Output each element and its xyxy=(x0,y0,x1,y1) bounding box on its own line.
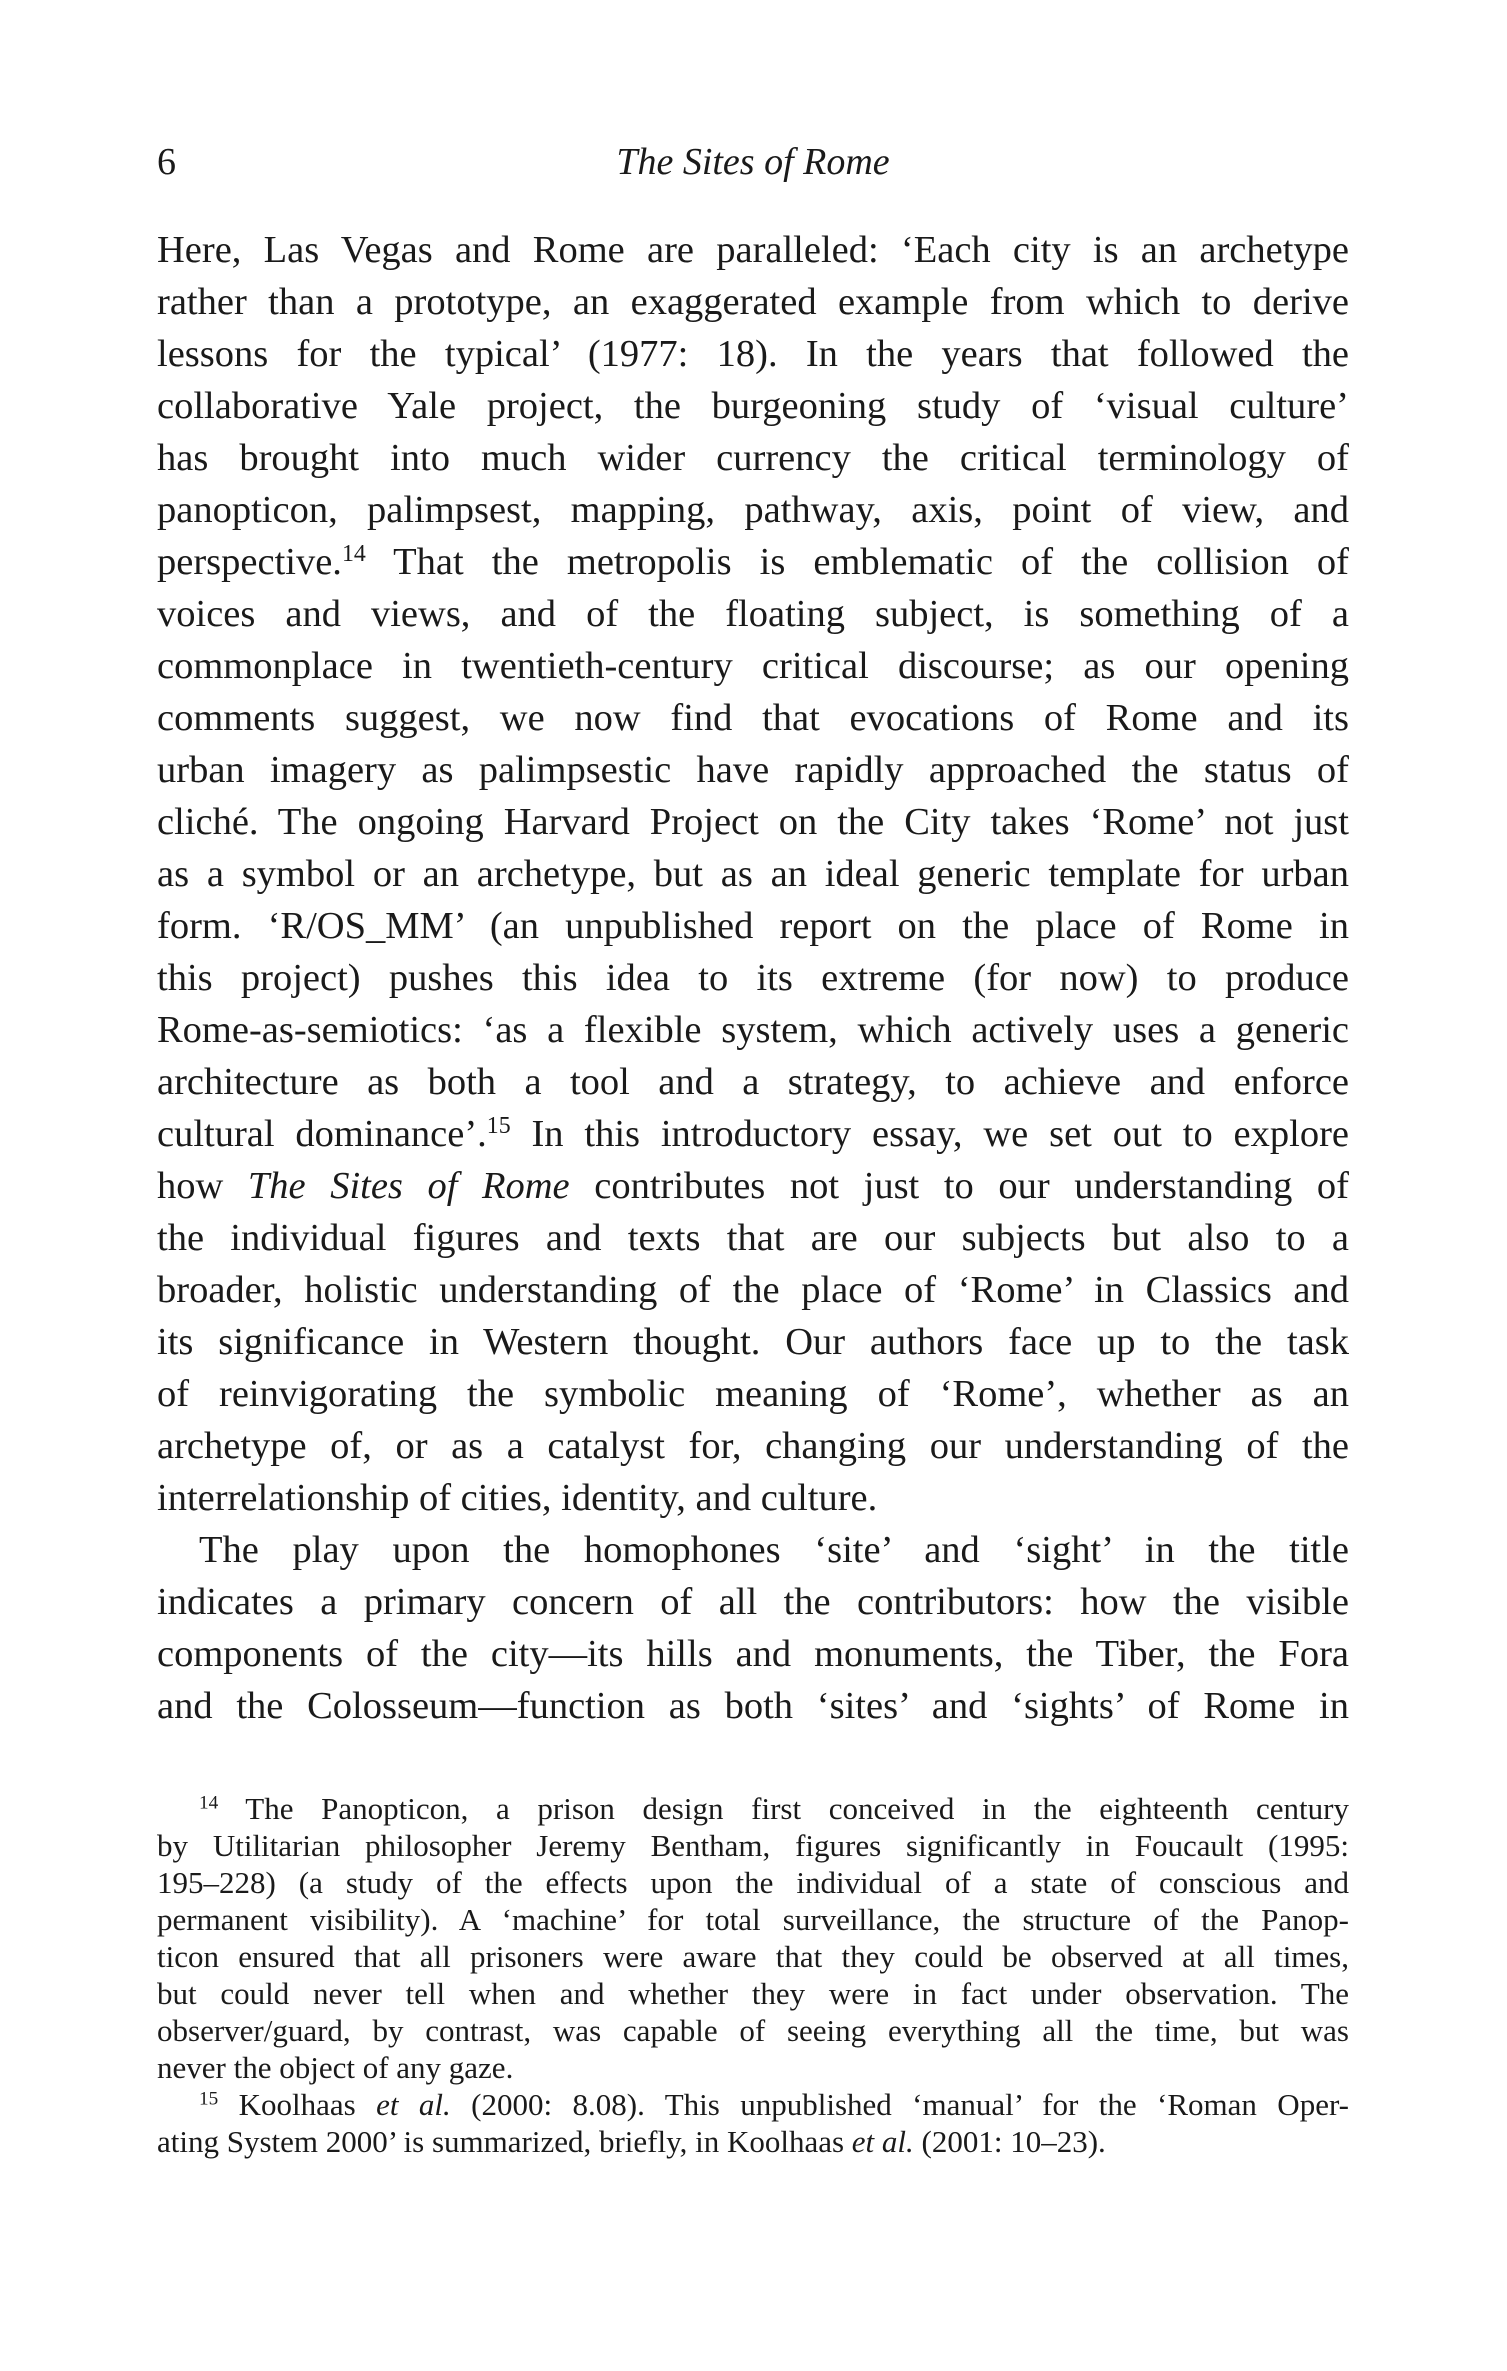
footnote-line: observer/guard, by contrast, was capable of seeing everything all the time, but was xyxy=(157,2013,1349,2048)
text-line: as a symbol or an archetype, but as an ideal generic template for urban xyxy=(157,853,1349,895)
text-line: archetype of, or as a catalyst for, changing our understanding of the xyxy=(157,1425,1349,1467)
text-line: comments suggest, we now find that evocations of Rome and its xyxy=(157,697,1349,739)
text-line: has brought into much wider currency the critical terminology of xyxy=(157,437,1349,479)
text-line: The play upon the homophones ‘site’ and ‘sight’ in the title xyxy=(199,1529,1349,1571)
text-segment: contributes not just to our understanding of xyxy=(569,1165,1349,1207)
footnote-line: never the object of any gaze. xyxy=(157,2050,514,2085)
footnote-ref-14: 14 xyxy=(341,540,366,567)
text-segment: (2000: 8.08). This unpublished ‘manual’ for the ‘Roman Oper- xyxy=(450,2087,1349,2122)
text-line: urban imagery as palimpsestic have rapidly approached the status of xyxy=(157,749,1349,791)
text-line: its significance in Western thought. Our authors face up to the task xyxy=(157,1321,1349,1363)
text-line: architecture as both a tool and a strategy, to achieve and enforce xyxy=(157,1061,1349,1103)
book-page xyxy=(157,140,1349,2160)
text-line: collaborative Yale project, the burgeoning study of ‘visual culture’ xyxy=(157,385,1349,427)
footnote-line xyxy=(157,1790,1349,1827)
footnote-line: but could never tell when and whether they were in fact under observation. The xyxy=(157,1976,1349,2011)
text-segment: (2001: 10–23). xyxy=(913,2124,1106,2159)
footnote-marker: 15 xyxy=(199,2088,219,2110)
text-segment: perspective. xyxy=(157,541,342,583)
footnote-line xyxy=(157,2086,1349,2123)
text-line: indicates a primary concern of all the contributors: how the visible xyxy=(157,1581,1349,1623)
text-line: interrelationship of cities, identity, and culture. xyxy=(157,1477,878,1519)
et-al-italic: et al. xyxy=(376,2087,451,2122)
text-line: of reinvigorating the symbolic meaning of ‘Rome’, whether as an xyxy=(157,1373,1349,1415)
page-number: 6 xyxy=(157,141,176,183)
text-line: the individual figures and texts that are our subjects but also to a xyxy=(157,1217,1349,1259)
text-line: voices and views, and of the floating subject, is something of a xyxy=(157,593,1349,635)
footnote-line: ticon ensured that all prisoners were aware that they could be observed at all times, xyxy=(157,1939,1349,1974)
text-line: and the Colosseum—function as both ‘sites’ and ‘sights’ of Rome in xyxy=(157,1685,1349,1727)
footnotes xyxy=(157,1790,1349,2160)
text-line: commonplace in twentieth-century critical discourse; as our opening xyxy=(157,645,1349,687)
text-line: form. ‘R/OS_MM’ (an unpublished report on the place of Rome in xyxy=(157,905,1349,947)
text-line: cliché. The ongoing Harvard Project on the City takes ‘Rome’ not just xyxy=(157,801,1349,843)
text-segment: how xyxy=(157,1165,248,1207)
footnote-line: permanent visibility). A ‘machine’ for total surveillance, the structure of the Panop- xyxy=(157,1902,1349,1937)
text-line: panopticon, palimpsest, mapping, pathway, axis, point of view, and xyxy=(157,489,1349,531)
text-segment: ating System 2000’ is summarized, briefly, in Koolhaas xyxy=(157,2124,852,2159)
footnote-14 xyxy=(157,1790,1349,2086)
text-segment: The Panopticon, a prison design first conceived in the eighteenth century xyxy=(218,1791,1349,1826)
text-segment: cultural dominance’. xyxy=(157,1113,487,1155)
text-line xyxy=(157,536,1349,588)
text-line: broader, holistic understanding of the place of ‘Rome’ in Classics and xyxy=(157,1269,1349,1311)
text-line: rather than a prototype, an exaggerated example from which to derive xyxy=(157,281,1349,323)
text-segment: Koolhaas xyxy=(218,2087,377,2122)
text-segment: That the metropolis is emblematic of the collision of xyxy=(365,541,1349,583)
book-title-italic: The Sites of Rome xyxy=(247,1165,570,1207)
text-line: lessons for the typical’ (1977: 18). In the years that followed the xyxy=(157,333,1349,375)
footnote-ref-15: 15 xyxy=(486,1112,511,1139)
text-line: Rome-as-semiotics: ‘as a flexible system, which actively uses a generic xyxy=(157,1009,1349,1051)
running-head xyxy=(157,140,1349,200)
text-line: components of the city—its hills and monuments, the Tiber, the Fora xyxy=(157,1633,1349,1675)
footnote-line: by Utilitarian philosopher Jeremy Bentham, figures significantly in Foucault (1995: xyxy=(157,1828,1349,1863)
et-al-italic: et al. xyxy=(851,2124,914,2159)
body-text xyxy=(157,224,1349,1732)
text-line: this project) pushes this idea to its extreme (for now) to produce xyxy=(157,957,1349,999)
text-line xyxy=(157,1108,1349,1160)
footnote-line xyxy=(157,2123,1349,2160)
text-segment: In this introductory essay, we set out to explore xyxy=(510,1113,1349,1155)
running-title: The Sites of Rome xyxy=(616,141,890,183)
footnote-15 xyxy=(157,2086,1349,2160)
footnote-marker: 14 xyxy=(199,1792,219,1814)
footnote-line: 195–228) (a study of the effects upon the individual of a state of conscious and xyxy=(157,1865,1349,1900)
text-line xyxy=(157,1160,1349,1212)
text-line: Here, Las Vegas and Rome are paralleled: ‘Each city is an archetype xyxy=(157,229,1349,271)
